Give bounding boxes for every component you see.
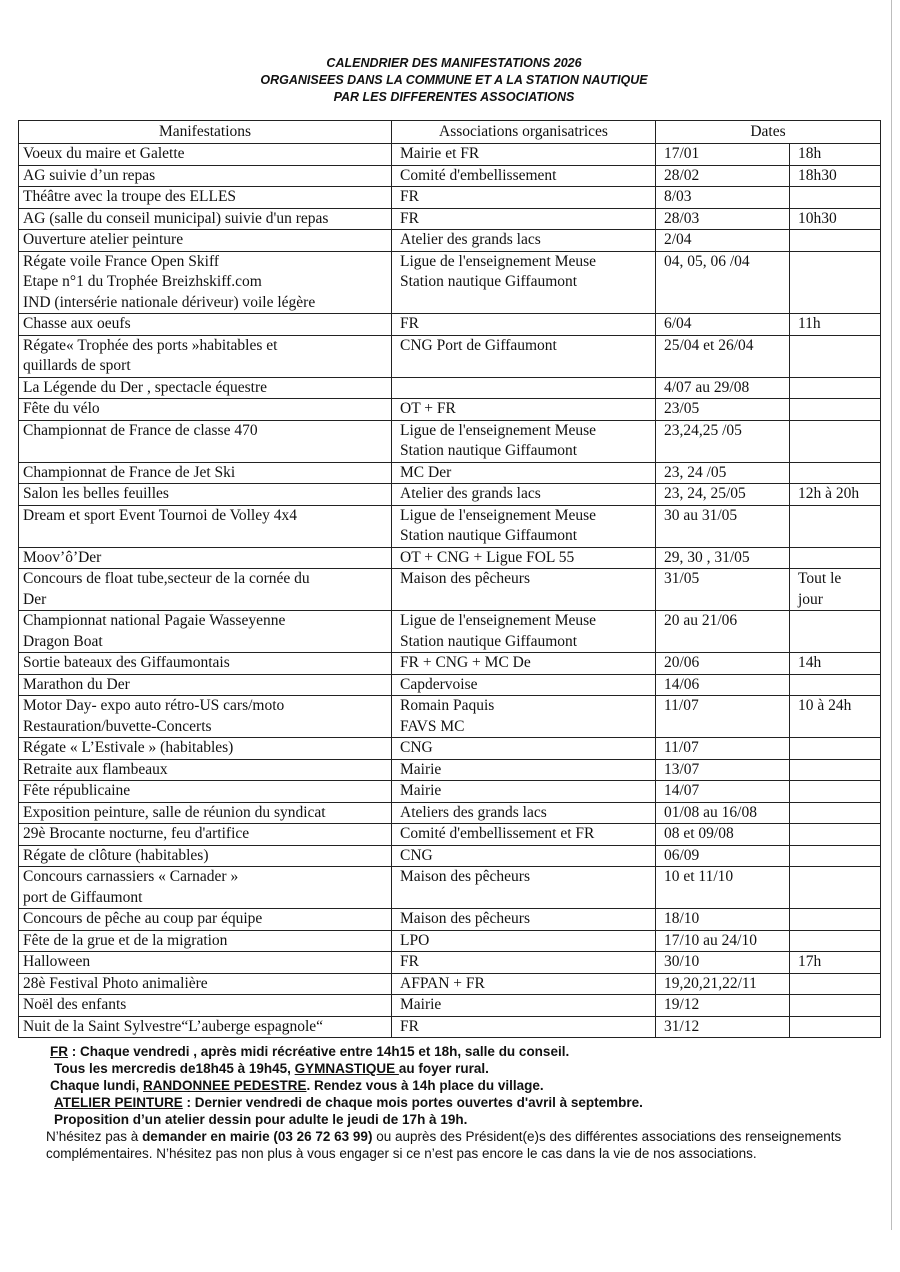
event-cell: Moov’ô’Der: [19, 547, 392, 569]
time-cell: [790, 909, 881, 931]
time-cell: 11h: [790, 314, 881, 336]
document-header: [0, 55, 900, 106]
time-cell: [790, 505, 881, 547]
date-cell: 17/10 au 24/10: [656, 930, 790, 952]
event-cell: Chasse aux oeufs: [19, 314, 392, 336]
table-row: [19, 335, 881, 377]
time-cell: [790, 399, 881, 421]
association-cell: OT + FR: [392, 399, 656, 421]
event-cell: Championnat de France de classe 470: [19, 420, 392, 462]
table-row: [19, 802, 881, 824]
table-row: [19, 995, 881, 1017]
event-cell: Nuit de la Saint Sylvestre“L’auberge espagnole“: [19, 1016, 392, 1038]
date-cell: 11/07: [656, 696, 790, 738]
association-cell: Mairie: [392, 759, 656, 781]
date-cell: 29, 30 , 31/05: [656, 547, 790, 569]
table-row: [19, 251, 881, 314]
association-cell: Comité d'embellissement: [392, 165, 656, 187]
table-header-row: [19, 121, 881, 144]
date-cell: 31/05: [656, 569, 790, 611]
association-cell: Mairie et FR: [392, 144, 656, 166]
table-row: [19, 314, 881, 336]
table-row: [19, 653, 881, 675]
table-row: [19, 399, 881, 421]
association-cell: Ligue de l'enseignement Meuse Station nautique Giffaumont: [392, 420, 656, 462]
event-cell: 28è Festival Photo animalière: [19, 973, 392, 995]
date-cell: 06/09: [656, 845, 790, 867]
time-cell: [790, 781, 881, 803]
time-cell: [790, 845, 881, 867]
association-cell: AFPAN + FR: [392, 973, 656, 995]
time-cell: [790, 973, 881, 995]
date-cell: 28/02: [656, 165, 790, 187]
event-cell: Salon les belles feuilles: [19, 484, 392, 506]
event-cell: Sortie bateaux des Giffaumontais: [19, 653, 392, 675]
date-cell: 23, 24, 25/05: [656, 484, 790, 506]
note-gym-label: GYMNASTIQUE: [294, 1061, 399, 1076]
table-row: [19, 165, 881, 187]
table-row: [19, 824, 881, 846]
table-body: [19, 144, 881, 1038]
date-cell: 6/04: [656, 314, 790, 336]
association-cell: LPO: [392, 930, 656, 952]
table-row: [19, 738, 881, 760]
event-cell: La Légende du Der , spectacle équestre: [19, 377, 392, 399]
table-row: [19, 781, 881, 803]
association-cell: Maison des pêcheurs: [392, 909, 656, 931]
association-cell: FR + CNG + MC De: [392, 653, 656, 675]
date-cell: 11/07: [656, 738, 790, 760]
date-cell: 19/12: [656, 995, 790, 1017]
time-cell: [790, 420, 881, 462]
event-cell: Concours de pêche au coup par équipe: [19, 909, 392, 931]
table-row: [19, 1016, 881, 1038]
note-rando-pre: Chaque lundi,: [50, 1078, 143, 1093]
event-cell: Halloween: [19, 952, 392, 974]
date-cell: 31/12: [656, 1016, 790, 1038]
note-contact: [46, 1128, 846, 1162]
association-cell: Mairie: [392, 995, 656, 1017]
association-cell: CNG Port de Giffaumont: [392, 335, 656, 377]
date-cell: 23/05: [656, 399, 790, 421]
association-cell: Maison des pêcheurs: [392, 867, 656, 909]
table-row: [19, 462, 881, 484]
event-cell: 29è Brocante nocturne, feu d'artifice: [19, 824, 392, 846]
association-cell: FR: [392, 1016, 656, 1038]
date-cell: 14/07: [656, 781, 790, 803]
association-cell: Maison des pêcheurs: [392, 569, 656, 611]
table-row: [19, 484, 881, 506]
association-cell: Ligue de l'enseignement Meuse Station nautique Giffaumont: [392, 251, 656, 314]
events-table: [18, 120, 881, 1038]
time-cell: [790, 824, 881, 846]
note-rando-label: RANDONNEE PEDESTRE: [143, 1078, 307, 1093]
association-cell: Ligue de l'enseignement Meuse Station nautique Giffaumont: [392, 611, 656, 653]
date-cell: 25/04 et 26/04: [656, 335, 790, 377]
notes-section: [46, 1043, 846, 1162]
time-cell: [790, 738, 881, 760]
time-cell: 18h: [790, 144, 881, 166]
note-atelier: [46, 1094, 846, 1111]
event-cell: Concours carnassiers « Carnader » port de Giffaumont: [19, 867, 392, 909]
time-cell: [790, 547, 881, 569]
time-cell: [790, 995, 881, 1017]
association-cell: FR: [392, 952, 656, 974]
note-atelier-label: ATELIER PEINTURE: [54, 1095, 183, 1110]
table-row: [19, 696, 881, 738]
table-row: [19, 547, 881, 569]
event-cell: Régate de clôture (habitables): [19, 845, 392, 867]
page-edge-line: [891, 0, 892, 1230]
note-atelier-text: : Dernier vendredi de chaque mois portes ouvertes d'avril à septembre.: [182, 1095, 643, 1110]
note-fr-label: FR: [50, 1044, 68, 1059]
time-cell: 10 à 24h: [790, 696, 881, 738]
date-cell: 18/10: [656, 909, 790, 931]
event-cell: Exposition peinture, salle de réunion du syndicat: [19, 802, 392, 824]
column-header-associations: Associations organisatrices: [392, 121, 656, 144]
date-cell: 28/03: [656, 208, 790, 230]
time-cell: [790, 802, 881, 824]
association-cell: FR: [392, 187, 656, 209]
date-cell: 08 et 09/08: [656, 824, 790, 846]
table-row: [19, 867, 881, 909]
event-cell: Retraite aux flambeaux: [19, 759, 392, 781]
time-cell: [790, 867, 881, 909]
time-cell: [790, 674, 881, 696]
date-cell: 30 au 31/05: [656, 505, 790, 547]
time-cell: [790, 377, 881, 399]
header-title: CALENDRIER DES MANIFESTATIONS 2026: [326, 56, 582, 70]
time-cell: [790, 187, 881, 209]
note-contact-phone: demander en mairie (03 26 72 63 99): [142, 1129, 373, 1144]
event-cell: Championnat national Pagaie Wasseyenne Dragon Boat: [19, 611, 392, 653]
table-row: [19, 144, 881, 166]
event-cell: Fête de la grue et de la migration: [19, 930, 392, 952]
association-cell: FR: [392, 314, 656, 336]
date-cell: 10 et 11/10: [656, 867, 790, 909]
header-subtitle: ORGANISEES DANS LA COMMUNE ET A LA STATION NAUTIQUE: [260, 73, 648, 87]
time-cell: [790, 251, 881, 314]
association-cell: Atelier des grands lacs: [392, 230, 656, 252]
time-cell: [790, 462, 881, 484]
event-cell: AG (salle du conseil municipal) suivie d'un repas: [19, 208, 392, 230]
table-row: [19, 377, 881, 399]
date-cell: 4/07 au 29/08: [656, 377, 790, 399]
date-cell: 20 au 21/06: [656, 611, 790, 653]
table-row: [19, 505, 881, 547]
event-cell: Motor Day- expo auto rétro-US cars/moto Restauration/buvette-Concerts: [19, 696, 392, 738]
time-cell: 12h à 20h: [790, 484, 881, 506]
time-cell: 18h30: [790, 165, 881, 187]
note-gym: [46, 1060, 846, 1077]
time-cell: [790, 230, 881, 252]
association-cell: MC Der: [392, 462, 656, 484]
date-cell: 17/01: [656, 144, 790, 166]
table-row: [19, 973, 881, 995]
event-cell: Régate voile France Open Skiff Etape n°1 du Trophée Breizhskiff.com IND (intersérie nationale dériveur) voile légère: [19, 251, 392, 314]
time-cell: Tout le jour: [790, 569, 881, 611]
association-cell: Mairie: [392, 781, 656, 803]
date-cell: 19,20,21,22/11: [656, 973, 790, 995]
event-cell: Théâtre avec la troupe des ELLES: [19, 187, 392, 209]
date-cell: 14/06: [656, 674, 790, 696]
date-cell: 23,24,25 /05: [656, 420, 790, 462]
event-cell: Dream et sport Event Tournoi de Volley 4x4: [19, 505, 392, 547]
table-row: [19, 569, 881, 611]
time-cell: [790, 930, 881, 952]
table-row: [19, 952, 881, 974]
table-row: [19, 420, 881, 462]
event-cell: Ouverture atelier peinture: [19, 230, 392, 252]
time-cell: [790, 335, 881, 377]
table-row: [19, 674, 881, 696]
header-subtitle-2: PAR LES DIFFERENTES ASSOCIATIONS: [333, 90, 575, 104]
note-fr-text: : Chaque vendredi , après midi récréative entre 14h15 et 18h, salle du conseil.: [68, 1044, 570, 1059]
event-cell: Championnat de France de Jet Ski: [19, 462, 392, 484]
association-cell: CNG: [392, 845, 656, 867]
event-cell: Noël des enfants: [19, 995, 392, 1017]
event-cell: Marathon du Der: [19, 674, 392, 696]
time-cell: 10h30: [790, 208, 881, 230]
event-cell: Régate« Trophée des ports »habitables et quillards de sport: [19, 335, 392, 377]
date-cell: 13/07: [656, 759, 790, 781]
event-cell: Concours de float tube,secteur de la cornée du Der: [19, 569, 392, 611]
association-cell: FR: [392, 208, 656, 230]
note-gym-pre: Tous les mercredis de18h45 à 19h45,: [54, 1061, 295, 1076]
table-row: [19, 611, 881, 653]
association-cell: OT + CNG + Ligue FOL 55: [392, 547, 656, 569]
association-cell: Comité d'embellissement et FR: [392, 824, 656, 846]
note-contact-pre: N’hésitez pas à: [46, 1129, 143, 1144]
time-cell: [790, 759, 881, 781]
time-cell: [790, 1016, 881, 1038]
note-fr: [46, 1043, 846, 1060]
table-row: [19, 930, 881, 952]
date-cell: 23, 24 /05: [656, 462, 790, 484]
table-row: [19, 230, 881, 252]
event-cell: Voeux du maire et Galette: [19, 144, 392, 166]
time-cell: 17h: [790, 952, 881, 974]
note-rando: [46, 1077, 846, 1094]
association-cell: Ateliers des grands lacs: [392, 802, 656, 824]
date-cell: 8/03: [656, 187, 790, 209]
column-header-events: Manifestations: [19, 121, 392, 144]
event-cell: Fête du vélo: [19, 399, 392, 421]
date-cell: 04, 05, 06 /04: [656, 251, 790, 314]
association-cell: Ligue de l'enseignement Meuse Station nautique Giffaumont: [392, 505, 656, 547]
column-header-dates: Dates: [656, 121, 881, 144]
association-cell: Atelier des grands lacs: [392, 484, 656, 506]
association-cell: [392, 377, 656, 399]
table-row: [19, 208, 881, 230]
time-cell: [790, 611, 881, 653]
table-row: [19, 909, 881, 931]
date-cell: 2/04: [656, 230, 790, 252]
association-cell: Romain Paquis FAVS MC: [392, 696, 656, 738]
date-cell: 01/08 au 16/08: [656, 802, 790, 824]
association-cell: Capdervoise: [392, 674, 656, 696]
note-rando-post: . Rendez vous à 14h place du village.: [306, 1078, 544, 1093]
event-cell: Régate « L’Estivale » (habitables): [19, 738, 392, 760]
event-cell: AG suivie d’un repas: [19, 165, 392, 187]
date-cell: 20/06: [656, 653, 790, 675]
note-contact-post: ou auprès des Président(e)s des différentes associations des renseignements complémentaires. N’hésitez pas non plus à vous engager si ce n’est pas encore le cas dans la vie de nos associations.: [46, 1129, 842, 1161]
table-row: [19, 187, 881, 209]
note-dessin: Proposition d’un atelier dessin pour adulte le jeudi de 17h à 19h.: [54, 1112, 468, 1127]
date-cell: 30/10: [656, 952, 790, 974]
event-cell: Fête républicaine: [19, 781, 392, 803]
time-cell: 14h: [790, 653, 881, 675]
note-gym-post: au foyer rural.: [398, 1061, 489, 1076]
association-cell: CNG: [392, 738, 656, 760]
table-row: [19, 845, 881, 867]
table-row: [19, 759, 881, 781]
